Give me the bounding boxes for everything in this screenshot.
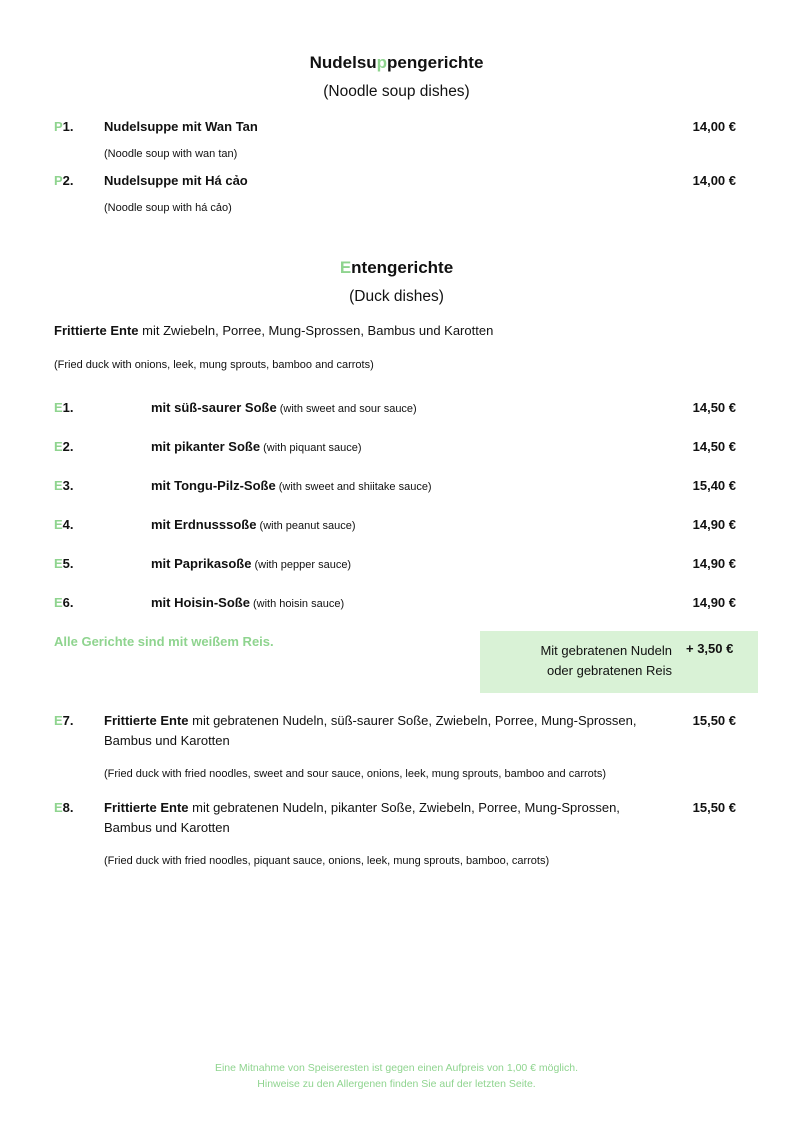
code-letter: P [54,119,63,134]
item-name-rest: mit gebratenen Nudeln, süß-saurer Soße, Zwiebeln, Porree, Mung-Sprossen, Bambus und Karotten [104,713,637,748]
code-number: 3. [62,478,74,493]
code-letter: E [54,713,63,728]
footer-line: Eine Mitnahme von Speiseresten ist gegen einen Aufpreis von 1,00 € möglich. [214,1062,579,1074]
item-price-e6: 14,90 € [692,595,736,610]
intro-rest: mit Zwiebeln, Porree, Mung-Sprossen, Bambus und Karotten [138,323,494,338]
upgrade-box [480,631,758,693]
item-code-e4 [54,517,74,532]
duck-section-subtitle: (Duck dishes) [349,288,444,305]
item-name-p1: Nudelsuppe mit Wan Tan [104,119,258,134]
code-letter: E [54,556,63,571]
noodle-section-title [0,53,793,73]
item-name-bold: Frittierte Ente [104,713,189,728]
code-letter: E [54,439,63,454]
sauce-name: mit Hoisin-Soße [151,595,250,610]
item-price-e4: 14,90 € [692,517,736,532]
item-name-p2: Nudelsuppe mit Há cảo [104,173,248,188]
code-number: 4. [62,517,74,532]
item-price-p1: 14,00 € [692,119,736,134]
item-sauce-e2 [151,439,362,454]
item-code-e8 [54,800,74,815]
code-letter: E [54,517,63,532]
item-price-e5: 14,90 € [692,556,736,571]
item-sauce-e3 [151,478,432,493]
duck-intro-english: (Fried duck with onions, leek, mung sprouts, bamboo and carrots) [54,359,374,371]
item-sauce-e5 [151,556,351,571]
title-part: pengerichte [387,53,484,72]
title-accent-letter: E [339,258,352,277]
item-english-p1: (Noodle soup with wan tan) [104,148,238,160]
title-accent-letter: p [376,53,388,72]
sauce-english: (with sweet and sour sauce) [276,403,417,415]
sauce-name: mit Erdnusssoße [151,517,257,532]
intro-bold: Frittierte Ente [54,323,139,338]
footer-note [0,1060,793,1092]
item-sauce-e6 [151,595,344,610]
code-number: 8. [62,800,74,815]
upgrade-line: oder gebratenen Reis [546,663,672,678]
upgrade-line: Mit gebratenen Nudeln [540,643,672,658]
item-description-e8 [104,798,644,838]
sauce-name: mit Tongu-Pilz-Soße [151,478,276,493]
code-letter: E [54,800,63,815]
code-number: 1. [62,119,74,134]
sauce-english: (with piquant sauce) [260,442,362,454]
code-number: 2. [62,173,74,188]
duck-intro [54,323,493,338]
code-number: 5. [62,556,74,571]
item-code-e7 [54,713,74,728]
item-code-p2 [54,173,74,188]
item-price-e8: 15,50 € [692,800,736,815]
item-price-e3: 15,40 € [692,478,736,493]
code-number: 2. [62,439,74,454]
rice-note: Alle Gerichte sind mit weißem Reis. [54,634,274,649]
upgrade-text [480,641,672,681]
upgrade-price: + 3,50 € [686,641,734,656]
item-description-e7 [104,711,644,751]
noodle-section-subtitle: (Noodle soup dishes) [323,83,470,100]
footer-line: Hinweise zu den Allergenen finden Sie auf der letzten Seite. [257,1078,536,1090]
sauce-english: (with hoisin sauce) [249,598,345,610]
item-sauce-e1 [151,400,417,415]
code-letter: E [54,400,63,415]
item-name-bold: Frittierte Ente [104,800,189,815]
code-number: 6. [62,595,74,610]
item-name-rest: mit gebratenen Nudeln, pikanter Soße, Zwiebeln, Porree, Mung-Sprossen, Bambus und Karotten [104,800,620,835]
item-english-p2: (Noodle soup with há cảo) [104,202,232,214]
code-letter: E [54,478,63,493]
code-number: 1. [62,400,74,415]
item-price-p2: 14,00 € [692,173,736,188]
code-number: 7. [62,713,74,728]
item-code-e6 [54,595,74,610]
item-price-e7: 15,50 € [692,713,736,728]
item-price-e1: 14,50 € [692,400,736,415]
item-code-e2 [54,439,74,454]
code-letter: P [54,173,63,188]
title-part: ntengerichte [351,258,454,277]
sauce-english: (with peanut sauce) [256,520,356,532]
title-part: Nudelsu [309,53,377,72]
item-price-e2: 14,50 € [692,439,736,454]
sauce-english: (with sweet and shiitake sauce) [275,481,432,493]
sauce-english: (with pepper sauce) [251,559,352,571]
code-letter: E [54,595,63,610]
sauce-name: mit pikanter Soße [151,439,261,454]
duck-section-title [0,258,793,278]
sauce-name: mit Paprikasoße [151,556,252,571]
item-english-e7: (Fried duck with fried noodles, sweet and sour sauce, onions, leek, mung sprouts, bamboo and carrots) [104,768,606,780]
item-code-e3 [54,478,74,493]
item-code-e1 [54,400,74,415]
item-english-e8: (Fried duck with fried noodles, piquant sauce, onions, leek, mung sprouts, bamboo, carrots) [104,855,550,867]
sauce-name: mit süß-saurer Soße [151,400,277,415]
item-code-p1 [54,119,74,134]
item-sauce-e4 [151,517,356,532]
item-code-e5 [54,556,74,571]
